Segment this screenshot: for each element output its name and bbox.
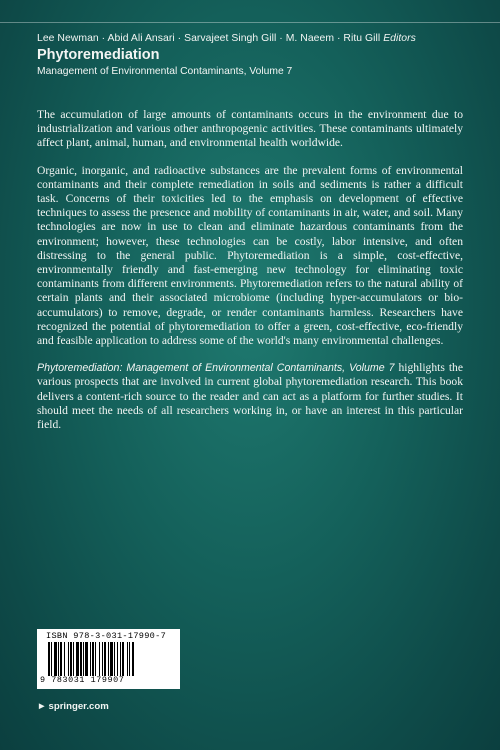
barcode-bar — [90, 642, 91, 676]
book-subtitle: Management of Environmental Contaminants, Volume 7 — [37, 66, 293, 77]
barcode-icon — [48, 642, 170, 676]
publisher-link[interactable] — [37, 701, 109, 712]
barcode-bar — [60, 642, 62, 676]
barcode-bar — [80, 642, 82, 676]
barcode-bar — [58, 642, 59, 676]
barcode-bar — [70, 642, 72, 676]
barcode-bar — [85, 642, 88, 676]
barcode-bar — [92, 642, 94, 676]
barcode-bar — [54, 642, 57, 676]
editors-names: Lee Newman · Abid Ali Ansari · Sarvajeet Singh Gill · M. Naeem · Ritu Gill — [37, 33, 381, 44]
isbn-text: ISBN 978-3-031-17990-7 — [46, 631, 167, 641]
barcode-bar — [127, 642, 128, 676]
book-title: Phytoremediation — [37, 47, 160, 63]
barcode-bar — [114, 642, 115, 676]
barcode-bar — [95, 642, 96, 676]
barcode-label — [37, 629, 180, 689]
barcode-bar — [117, 642, 118, 676]
blurb-paragraph-3 — [37, 361, 463, 432]
blurb-paragraph-1: The accumulation of large amounts of contaminants occurs in the environment due to industrialization and various other anthropogenic activities. These contaminants ultimately affect plant, animal, human, and environmental health worldwide. — [37, 108, 463, 150]
barcode-bar — [64, 642, 65, 676]
barcode-bar — [104, 642, 106, 676]
publisher-url: springer.com — [48, 701, 109, 712]
barcode-bar — [99, 642, 100, 676]
barcode-bar — [129, 642, 130, 676]
barcode-bar — [48, 642, 50, 676]
barcode-bar — [102, 642, 103, 676]
blurb-paragraph-3-text: highlights the various prospects that are involved in current global phytoremediation research. This book delivers a content-rich source to the reader and can act as a platform for further studies. It should meet the needs of all researchers working in, or have an interest in this particular field. — [37, 361, 463, 432]
barcode-bar — [51, 642, 52, 676]
barcode-bar — [120, 642, 121, 676]
barcode-bar — [132, 642, 134, 676]
barcode-bar — [122, 642, 124, 676]
blurb-book-reference: Phytoremediation: Management of Environmental Contaminants, Volume 7 — [37, 362, 395, 375]
barcode-bar — [83, 642, 84, 676]
arrow-right-icon: ► — [37, 701, 47, 712]
editors-line — [37, 33, 477, 44]
back-cover-blurb — [37, 108, 463, 432]
barcode-bar — [68, 642, 69, 676]
top-rule — [0, 22, 500, 23]
blurb-paragraph-2: Organic, inorganic, and radioactive substances are the prevalent forms of environmental contaminants and their complete remediation in soils and sediments is rather a difficult task. Concerns of their toxicities led to the emphasis on development of effective techniques to assess the presence and mobility of contaminants in air, water, and soil. Many technologies are now in use to clean and eliminate hazardous contaminants from the environment; however, these technologies can be costly, labor intensive, and often distressing to the general public. Phytoremediation is a simple, cost-effective, environmentally friendly and fast-emerging new technology for eliminating toxic contaminants from different environments. Phytoremediation refers to the natural ability of certain plants and their associated microbiome (including hyper-accumulators or bio-accumulators) to remove, degrade, or render contaminants harmless. Researchers have recognized the potential of phytoremediation to offer a green, cost-effective, eco-friendly and feasible application to address some of the world's many environmental challenges. — [37, 163, 463, 348]
barcode-bar — [108, 642, 109, 676]
cover-header — [37, 33, 477, 77]
editors-role: Editors — [383, 33, 416, 44]
barcode-digits: 9 783031 179907 — [40, 675, 125, 685]
barcode-bar — [76, 642, 79, 676]
barcode-bar — [110, 642, 113, 676]
barcode-bar — [73, 642, 74, 676]
